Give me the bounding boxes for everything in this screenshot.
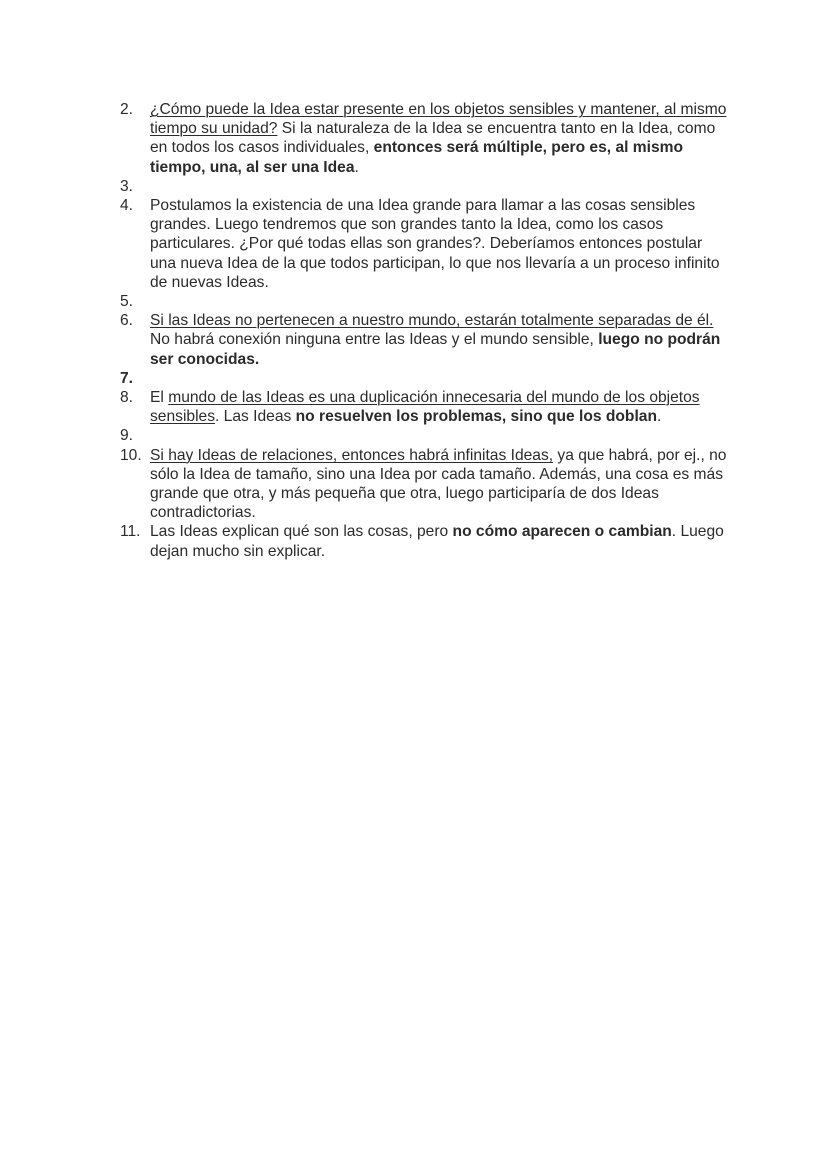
item-text (150, 446, 730, 523)
plain-text: Si la naturaleza de la Idea se encuentra tanto en la Idea, como en todos los casos individuales, (150, 120, 716, 157)
item-number: 10. (120, 446, 142, 464)
underlined-premise: Si hay Ideas de relaciones, entonces habrá infinitas Ideas, (150, 446, 554, 464)
plain-text: . (354, 158, 359, 176)
list-item-5 (120, 292, 730, 311)
list-item-11 (120, 522, 730, 560)
item-text (150, 522, 730, 560)
item-number: 11. (120, 523, 141, 541)
plain-text: . Luego dejan mucho sin explicar. (150, 523, 724, 560)
plain-text: Las Ideas explican qué son las cosas, pero (150, 523, 453, 541)
bold-conclusion: no resuelven los problemas, sino que los doblan (295, 408, 657, 426)
plain-text: ya que habrá, por ej., no sólo la Idea de tamaño, sino una Idea por cada tamaño. Además, una cosa es más grande que otra, y más pequeña que otra, luego participaría de dos Ideas contradictorias. (150, 446, 727, 522)
list-item-6 (120, 311, 730, 369)
bold-conclusion: luego no podrán ser conocidas. (150, 331, 721, 368)
item-number: 4. (120, 197, 134, 214)
list-item-9 (120, 426, 730, 445)
plain-text: . (656, 408, 662, 426)
item-text: Postulamos la existencia de una Idea grande para llamar a las cosas sensibles grandes. Luego tendremos que son grandes tanto la Idea, como los casos particulares. ¿Por qué todas ellas son grandes?. Deberíamos entonces postular una nueva Idea de la que todos participan, lo que nos llevaría a un proceso infinito de nuevas Ideas. (150, 197, 720, 291)
list-item-7 (120, 369, 730, 388)
bold-conclusion: no cómo aparecen o cambian (452, 523, 672, 541)
item-number: 9. (120, 427, 134, 445)
list-item-3 (120, 177, 730, 196)
list-item-10 (120, 446, 730, 523)
underlined-premise: mundo de las Ideas es una duplicación innecesaria del mundo de los objetos sensibles (150, 389, 700, 426)
underlined-question: ¿Cómo puede la Idea estar presente en los objetos sensibles y mantener, al mismo tiempo su unidad? (150, 101, 727, 138)
item-text (150, 388, 730, 426)
plain-text: . Las Ideas (215, 408, 296, 426)
item-number: 8. (120, 389, 134, 406)
list-item-4 (120, 196, 730, 292)
item-number: 6. (120, 312, 134, 330)
item-text (150, 100, 730, 177)
underlined-premise: Si las Ideas no pertenecen a nuestro mundo, estarán totalmente separadas de él. (150, 312, 714, 330)
item-text (150, 311, 730, 369)
item-number: 5. (120, 293, 134, 311)
objections-list (120, 100, 730, 561)
plain-text: No habrá conexión ninguna entre las Ideas y el mundo sensible, (150, 331, 599, 349)
list-item-2 (120, 100, 730, 177)
list-item-8 (120, 388, 730, 426)
plain-text: El (150, 389, 169, 406)
item-number: 2. (120, 101, 134, 118)
item-number: 7. (120, 369, 134, 387)
item-number: 3. (120, 177, 134, 195)
bold-conclusion: entonces será múltiple, pero es, al mismo tiempo, una, al ser una Idea (150, 139, 684, 176)
